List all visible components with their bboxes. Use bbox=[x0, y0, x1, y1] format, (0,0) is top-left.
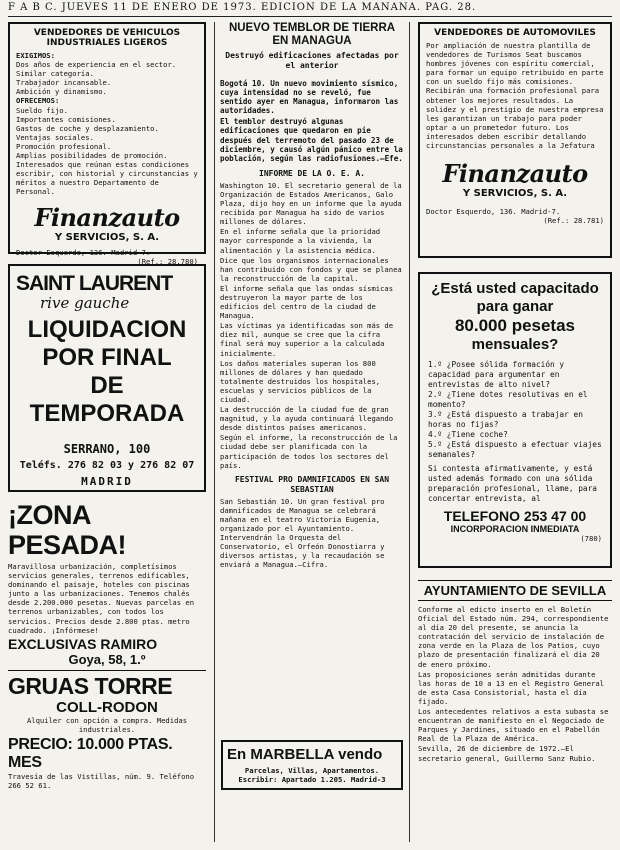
ofrecemos-1: Sueldo fijo. bbox=[16, 105, 68, 115]
exigimos-4: Ambición y dinamismo. bbox=[16, 87, 107, 97]
cap-body: Si contesta afirmativamente, y está usted además formado con una sólida preparación profesional, llame, para concertar entrevista, al bbox=[428, 464, 597, 503]
cap-incorp: INCORPORACION INMEDIATA bbox=[450, 524, 580, 534]
page-header: F A B C. JUEVES 11 DE ENERO DE 1973. EDICION DE LA MAÑANA. PAG. 28. bbox=[8, 2, 612, 17]
ofrecemos-4: Ventajas sociales. bbox=[16, 132, 94, 142]
ayuntamiento-notice bbox=[418, 580, 612, 763]
article-paragraph: Washington 10. El secretario general de la Organización de Estados Americanos, Galo Plaza, dijo hoy en un informe que la ayuda recibida por Managua ha sido de varios millones de dólares. bbox=[220, 180, 402, 227]
ofrecemos-3: Gastos de coche y desplazamiento. bbox=[16, 123, 159, 133]
finanzauto-logo: Finanzauto bbox=[34, 202, 180, 232]
gruas-price: PRECIO: 10.000 PTAS. MES bbox=[8, 736, 173, 772]
ad-automoviles-body: Por ampliación de nuestra plantilla de vendedores de Turismos Seat buscamos hombres jóvenes con espíritu comercial, para formar un equipo retribuido en parte con un sueldo fijo más comisiones. Recibirán una formación profesional para obtener los mejores resultados. La solidez y el prestigio de nuestra empresa les garantizan un trabajo para poder optar a un prometedor futuro. Los interesados deben escribir detallando circunstancias personales a la Jefatura bbox=[426, 41, 604, 149]
finanzauto-logo-2: Finanzauto bbox=[442, 159, 588, 188]
article-paragraph: Dice que los organismos internacionales han contribuido con fondos y que se planea la reconstrucción de la capital. bbox=[220, 255, 402, 283]
ofrecemos-label: OFRECEMOS: bbox=[16, 96, 60, 106]
marbella-contact: Escribir: Apartado 1.205. Madrid-3 bbox=[238, 775, 386, 785]
ad-vehiculos-ref: (Ref.: 28.780) bbox=[137, 256, 198, 266]
gruas-address: Travesía de las Vistillas, núm. 9. Teléfono 266 52 61. bbox=[8, 772, 195, 791]
exigimos-label: EXIGIMOS: bbox=[16, 51, 55, 60]
cap-question: 3.º ¿Está dispuesto a trabajar en horas no fijas? bbox=[428, 410, 583, 429]
article-body bbox=[220, 181, 404, 470]
cap-ref: (780) bbox=[580, 534, 602, 543]
ad-automoviles-title: VENDEDORES DE AUTOMOVILES bbox=[434, 28, 596, 38]
sl-line3: DE bbox=[90, 372, 124, 399]
sl-address: SERRANO, 100 bbox=[63, 442, 151, 456]
column-right bbox=[418, 22, 612, 764]
cap-question: 1.º ¿Posee sólida formación y capacidad para argumentar en entrevistas de alto nivel? bbox=[428, 360, 565, 389]
exigimos-3: Trabajador incansable. bbox=[16, 78, 112, 88]
ad-automoviles-address: Doctor Esquerdo, 136. Madrid-7. bbox=[426, 207, 561, 216]
ad-vehiculos-title: VENDEDORES DE VEHICULOS INDUSTRIALES LIGEROS bbox=[33, 28, 181, 48]
cap-title2: para ganar bbox=[476, 298, 554, 315]
article-lead-2: El temblor destruyó algunas edificaciones que quedaron en pie después del terremoto del pasado 23 de diciembre, y causó algún pánico entre la población, según las radiofusiones.—Efe. bbox=[220, 117, 403, 163]
ayuntamiento-paragraph: Conforme al edicto inserto en el Boletín Oficial del Estado núm. 294, correspondiente al día 20 del presente, se anuncia la contratación del servicio de instalación de zona verde en la Plaza de los Patios, cuyo plazo de presentación finalizará el día 20 de enero próximo. bbox=[418, 605, 609, 669]
article-paragraph: El informe señala que las ondas sísmicas destruyeron la mayor parte de los edificios del centro de la ciudad de Managua. bbox=[220, 283, 394, 321]
article-paragraph: En el informe señala que la prioridad mayor corresponde a la vivienda, la alimentación y la asistencia médica. bbox=[220, 227, 381, 255]
marbella-title: En MARBELLA vendo bbox=[227, 746, 383, 763]
zona-exclusivas: EXCLUSIVAS RAMIRO bbox=[8, 636, 158, 652]
ad-marbella bbox=[221, 740, 403, 790]
festival-body: San Sebastián 10. Un gran festival pro damnificados de Managua se celebrará mañana en el teatro Victoria Eugenia, organizado por el Ayuntamiento. Intervendrán la Orquesta del Conservatorio, el Orfeón Donostiarra y diversos artistas, y la recaudación se enviará a Managua.—Cifra. bbox=[220, 496, 385, 570]
article-paragraph: Los daños materiales superan los 800 millones de dólares y han quedado totalmente destruidos los hospitales, escuelas y servicios públicos de la ciudad. bbox=[220, 358, 381, 404]
ofrecemos-5: Promoción profesional. bbox=[16, 141, 112, 151]
sl-phones: Teléfs. 276 82 03 y 276 82 07 bbox=[19, 460, 195, 471]
column-left bbox=[8, 22, 206, 790]
column-center bbox=[214, 22, 410, 842]
cap-title4: mensuales? bbox=[471, 336, 559, 353]
sl-line2: POR FINAL bbox=[42, 344, 172, 371]
cap-question: 2.º ¿Tiene dotes resolutivas en el momento? bbox=[428, 390, 588, 409]
cap-question: 5.º ¿Está dispuesto a efectuar viajes semanales? bbox=[428, 440, 602, 459]
sl-line4: TEMPORADA bbox=[29, 400, 185, 427]
gruas-title: GRUAS TORRE bbox=[8, 673, 173, 699]
article-section-oea: INFORME DE LA O. E. A. bbox=[259, 168, 365, 178]
saint-laurent-brand: SAINT LAURENT bbox=[16, 272, 173, 295]
zona-title: ¡ZONA PESADA! bbox=[8, 500, 127, 560]
cap-question: 4.º ¿Tiene coche? bbox=[428, 430, 508, 439]
ad-vehiculos-body: Amplias posibilidades de promoción. Interesados que reúnan estas condiciones escribir, con historial y circunstancias y méritos a nuestro Departamento de Personal. bbox=[16, 151, 198, 197]
ad-vehiculos bbox=[8, 22, 206, 266]
ad-automoviles-ref: (Ref.: 28.781) bbox=[543, 216, 604, 226]
finanzauto-logo-sub: Y SERVICIOS, S. A. bbox=[54, 231, 160, 243]
cap-title3: 80.000 pesetas bbox=[454, 316, 576, 335]
zona-exclusivas-addr: Goya, 58, 1.º bbox=[68, 652, 146, 667]
exigimos-2: Similar categoría. bbox=[16, 69, 94, 79]
ofrecemos-2: Importantes comisiones. bbox=[16, 114, 116, 124]
article-subhead: Destruyó edificaciones afectadas por el anterior bbox=[225, 51, 399, 70]
festival-headline: FESTIVAL PRO DAMNIFICADOS EN SAN SEBASTIAN bbox=[234, 474, 390, 494]
ad-capacitado bbox=[418, 272, 612, 568]
article-paragraph: Según el informe, la reconstrucción de la ciudad debe ser planificada con la participación de todos los sectores del país. bbox=[220, 433, 398, 470]
ayuntamiento-paragraph: Las proposiciones serán admitidas durante las horas de 10 a 13 en el Registro General de esta Casa Consistorial, hasta el día fijado. bbox=[418, 669, 605, 706]
ad-automoviles bbox=[418, 22, 612, 258]
ayuntamiento-paragraph: Sevilla, 26 de diciembre de 1972.—El secretario general, Guillermo Sanz Rubio. bbox=[418, 744, 596, 763]
sl-city: MADRID bbox=[81, 475, 133, 488]
ad-vehiculos-address: Doctor Esquerdo, 136. Madrid-7. bbox=[16, 247, 151, 257]
article-paragraph: La destrucción de la ciudad fue de gran magnitud, y la ayuda continuará llegando desde distintos países americanos. bbox=[220, 405, 394, 433]
ad-zona-pesada bbox=[8, 500, 206, 667]
sl-line1: LIQUIDACION bbox=[27, 316, 187, 343]
cap-phone: TELEFONO 253 47 00 bbox=[443, 508, 587, 524]
ad-gruas bbox=[8, 670, 206, 790]
exigimos-1: Dos años de experiencia en el sector. bbox=[16, 60, 177, 70]
ad-saint-laurent bbox=[8, 264, 206, 492]
gruas-sub: COLL-RODON bbox=[56, 699, 158, 716]
zona-body: Maravillosa urbanización, completísimos servicios generales, terrenos edificables, dominando el paisaje, hoteles con piscinas junto a las urbanizaciones. Tenemos chalés desde 2.200.000 pesetas. Nuevas parcelas en terrenos urbanizables, con todos los servicios. Precios desde 2.800 ptas. metro cuadrado. ¡Infórmese! bbox=[8, 562, 195, 634]
article-paragraph: Las víctimas ya identificadas son más de diez mil, aunque se cree que la cifra final será muy superior a la calculada inicialmente. bbox=[220, 321, 394, 358]
marbella-line: Parcelas, Villas, Apartamentos. bbox=[244, 766, 380, 775]
cap-title1: ¿Está usted capacitado bbox=[431, 280, 599, 297]
gruas-body: Alquiler con opción a compra. Medidas industriales. bbox=[26, 716, 188, 735]
ayuntamiento-title: AYUNTAMIENTO DE SEVILLA bbox=[418, 580, 612, 601]
article-headline: NUEVO TEMBLOR DE TIERRA EN MANAGUA bbox=[228, 22, 396, 47]
ayuntamiento-paragraph: Los antecedentes relativos a esta subasta se encuentran de manifiesto en el Negociado de Parques y Jardines, situado en el Pabellón Real de la Plaza de América. bbox=[418, 707, 609, 744]
article-lead: Bogotá 10. Un nuevo movimiento sísmico, cuya intensidad no se reveló, fue sentido ayer en Managua, informaron las autoridades. bbox=[220, 79, 399, 116]
saint-laurent-sub: rive gauche bbox=[40, 294, 130, 312]
finanzauto-logo-sub-2: Y SERVICIOS, S. A. bbox=[462, 188, 568, 199]
